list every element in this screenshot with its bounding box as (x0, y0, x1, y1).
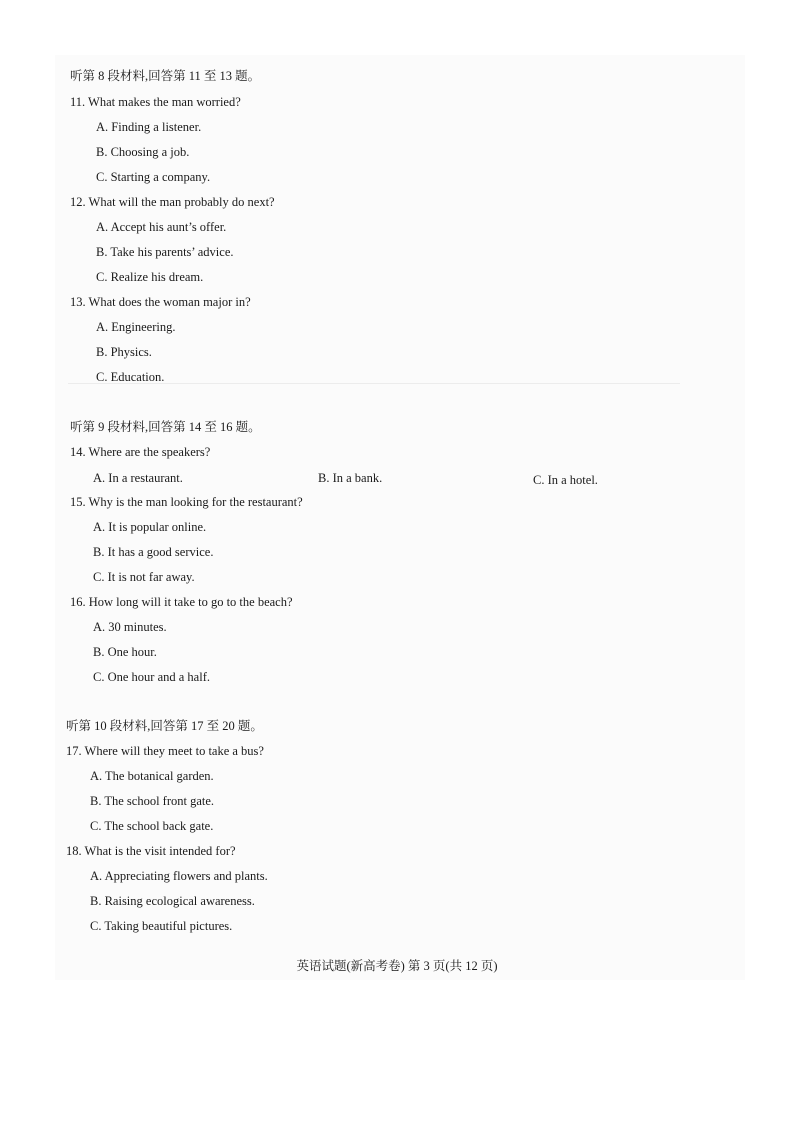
q17-option-b: B. The school front gate. (90, 794, 215, 808)
section-header-8: 听第 8 段材料,回答第 11 至 13 题。 (70, 69, 261, 83)
q17-option-c: C. The school back gate. (90, 819, 214, 833)
q12-option-b: B. Take his parents’ advice. (96, 245, 234, 259)
q16-option-b: B. One hour. (93, 645, 157, 659)
q16-option-c: C. One hour and a half. (93, 670, 210, 684)
question-13: 13. What does the woman major in? (70, 295, 251, 309)
section-header-10: 听第 10 段材料,回答第 17 至 20 题。 (66, 719, 263, 733)
q15-option-c: C. It is not far away. (93, 570, 195, 584)
q12-option-c: C. Realize his dream. (96, 270, 204, 284)
question-17: 17. Where will they meet to take a bus? (66, 744, 264, 758)
q18-option-c: C. Taking beautiful pictures. (90, 919, 233, 933)
q11-option-a: A. Finding a listener. (96, 120, 202, 134)
q12-option-a: A. Accept his aunt’s offer. (96, 220, 227, 234)
q18-option-a: A. Appreciating flowers and plants. (90, 869, 268, 883)
q13-option-b: B. Physics. (96, 345, 152, 359)
q14-option-a: A. In a restaurant. (93, 471, 183, 485)
q11-option-c: C. Starting a company. (96, 170, 211, 184)
q17-option-a: A. The botanical garden. (90, 769, 214, 783)
question-11: 11. What makes the man worried? (70, 95, 241, 109)
q14-option-c: C. In a hotel. (533, 473, 598, 487)
question-16: 16. How long will it take to go to the beach? (70, 595, 293, 609)
q13-option-c: C. Education. (96, 370, 165, 384)
question-15: 15. Why is the man looking for the restaurant? (70, 495, 303, 509)
q14-option-b: B. In a bank. (318, 471, 383, 485)
question-18: 18. What is the visit intended for? (66, 844, 236, 858)
q15-option-b: B. It has a good service. (93, 545, 214, 559)
page-footer: 英语试题(新高考卷) 第 3 页(共 12 页) (296, 959, 498, 973)
q13-option-a: A. Engineering. (96, 320, 176, 334)
q15-option-a: A. It is popular online. (93, 520, 207, 534)
question-12: 12. What will the man probably do next? (70, 195, 275, 209)
section-header-9: 听第 9 段材料,回答第 14 至 16 题。 (70, 420, 261, 434)
q11-option-b: B. Choosing a job. (96, 145, 190, 159)
q16-option-a: A. 30 minutes. (93, 620, 167, 634)
q18-option-b: B. Raising ecological awareness. (90, 894, 255, 908)
question-14: 14. Where are the speakers? (70, 445, 211, 459)
